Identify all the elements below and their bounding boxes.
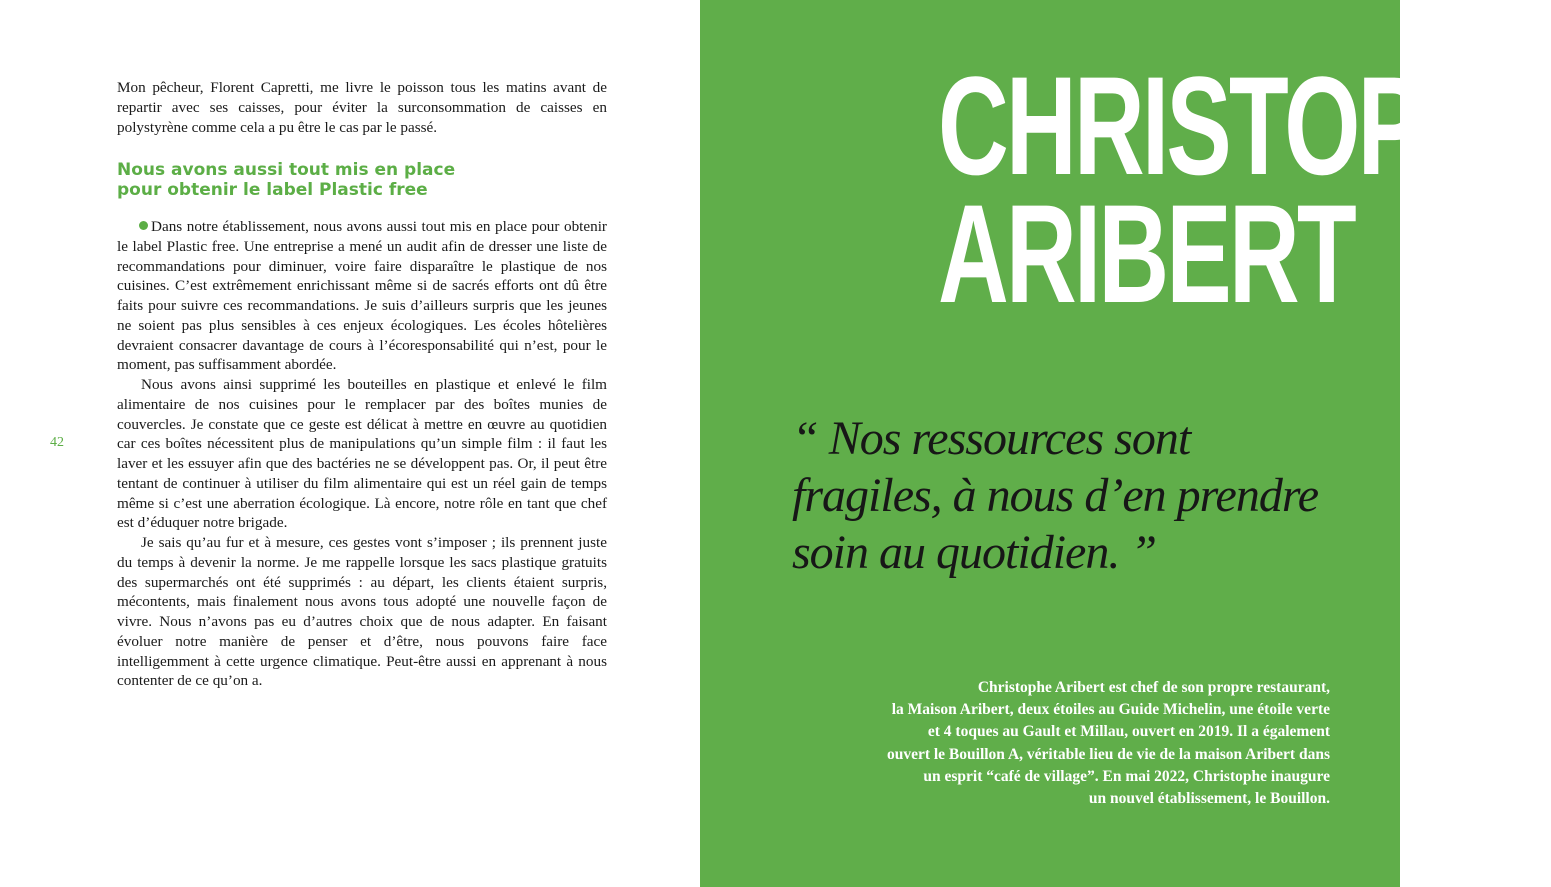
- intro-text: [117, 78, 607, 137]
- paragraph-text: Dans notre établissement, nous avons aussi tout mis en place pour obtenir le label Plastic free. Une entreprise a mené un audit afin de dresser une liste de recommandations pour diminuer, voire faire disparaître le plastique de nos cuisines. C’est extrêmement enrichissant même si de sacrés efforts ont dû être faits pour suivre ces recommandations. Je suis d’ailleurs surpris que les jeunes ne soient pas plus sensibles à ces enjeux écologiques. Les écoles hôtelières devraient consacrer davantage de cours à l’écoresponsabilité qui n’est, pour le moment, pas suffisamment abordée.: [117, 218, 607, 374]
- pull-quote: [792, 410, 1352, 581]
- bio-line: et 4 toques au Gault et Millau, ouvert en 2019. Il a également: [927, 723, 1330, 741]
- quote-line: fragiles, à nous d’en prendre: [792, 469, 1319, 522]
- left-page: [0, 0, 700, 887]
- paragraph: Je sais qu’au fur et à mesure, ces gestes vont s’imposer ; ils prennent juste du temps à devenir la norme. Je me rappelle lorsque les sacs plastique gratuits des supermarchés ont été supprimés : au départ, les clients étaient surpris, mécontents, mais finalement nous avons tous adopté une nouvelle façon de vivre. Nous n’avons pas eu d’autres choix que de nous adapter. En faisant évoluer notre manière de penser et d’être, nous pouvons faire face intelligemment à cette urgence climatique. Peut-être aussi en apprenant à nous contenter de ce qu’on a.: [117, 534, 607, 690]
- chef-name-title: [770, 47, 1551, 332]
- page-number: 42: [50, 435, 64, 450]
- bio-line: ouvert le Bouillon A, véritable lieu de vie de la maison Aribert dans: [886, 745, 1330, 763]
- green-dot-icon: [139, 221, 148, 230]
- paragraph: Nous avons ainsi supprimé les bouteilles en plastique et enlevé le film alimentaire de nos cuisines pour le remplacer par des boîtes munies de couvercles. Je constate que ce geste est délicat à mettre en œuvre au quotidien car ces boîtes nécessitent plus de manipulations qu’un simple film : il faut les laver et les essuyer afin que des bactéries ne se développent pas. Or, il peut être tentant de continuer à utiliser du film alimentaire qui est un réel gain de temps même si c’est une aberration écologique. Là encore, notre rôle en tant que chef est d’éduquer notre brigade.: [117, 376, 607, 532]
- bio-line: Christophe Aribert est chef de son propre restaurant,: [977, 679, 1330, 696]
- quote-line: “ Nos ressources sont: [792, 412, 1191, 465]
- paragraph: [117, 217, 607, 375]
- bio-line: un nouvel établissement, le Bouillon.: [1088, 790, 1330, 808]
- quote-line: soin au quotidien. ”: [792, 526, 1157, 579]
- main-text: [117, 217, 607, 691]
- subheading-line: Nous avons aussi tout mis en place: [117, 160, 456, 180]
- title-line: CHRISTOPHE: [938, 47, 1551, 204]
- title-line: ARIBERT: [938, 175, 1354, 332]
- bio-line: la Maison Aribert, deux étoiles au Guide Michelin, une étoile verte: [891, 701, 1330, 719]
- chef-bio: [810, 677, 1330, 810]
- subheading-line: pour obtenir le label Plastic free: [117, 180, 428, 200]
- bio-line: un esprit “café de village”. En mai 2022, Christophe inaugure: [923, 767, 1330, 785]
- section-subheading: [117, 160, 587, 200]
- intro-paragraph: Mon pêcheur, Florent Capretti, me livre le poisson tous les matins avant de repartir avec ses caisses, pour éviter la surconsommation de caisses en polystyrène comme cela a pu être le cas par le passé.: [117, 79, 607, 136]
